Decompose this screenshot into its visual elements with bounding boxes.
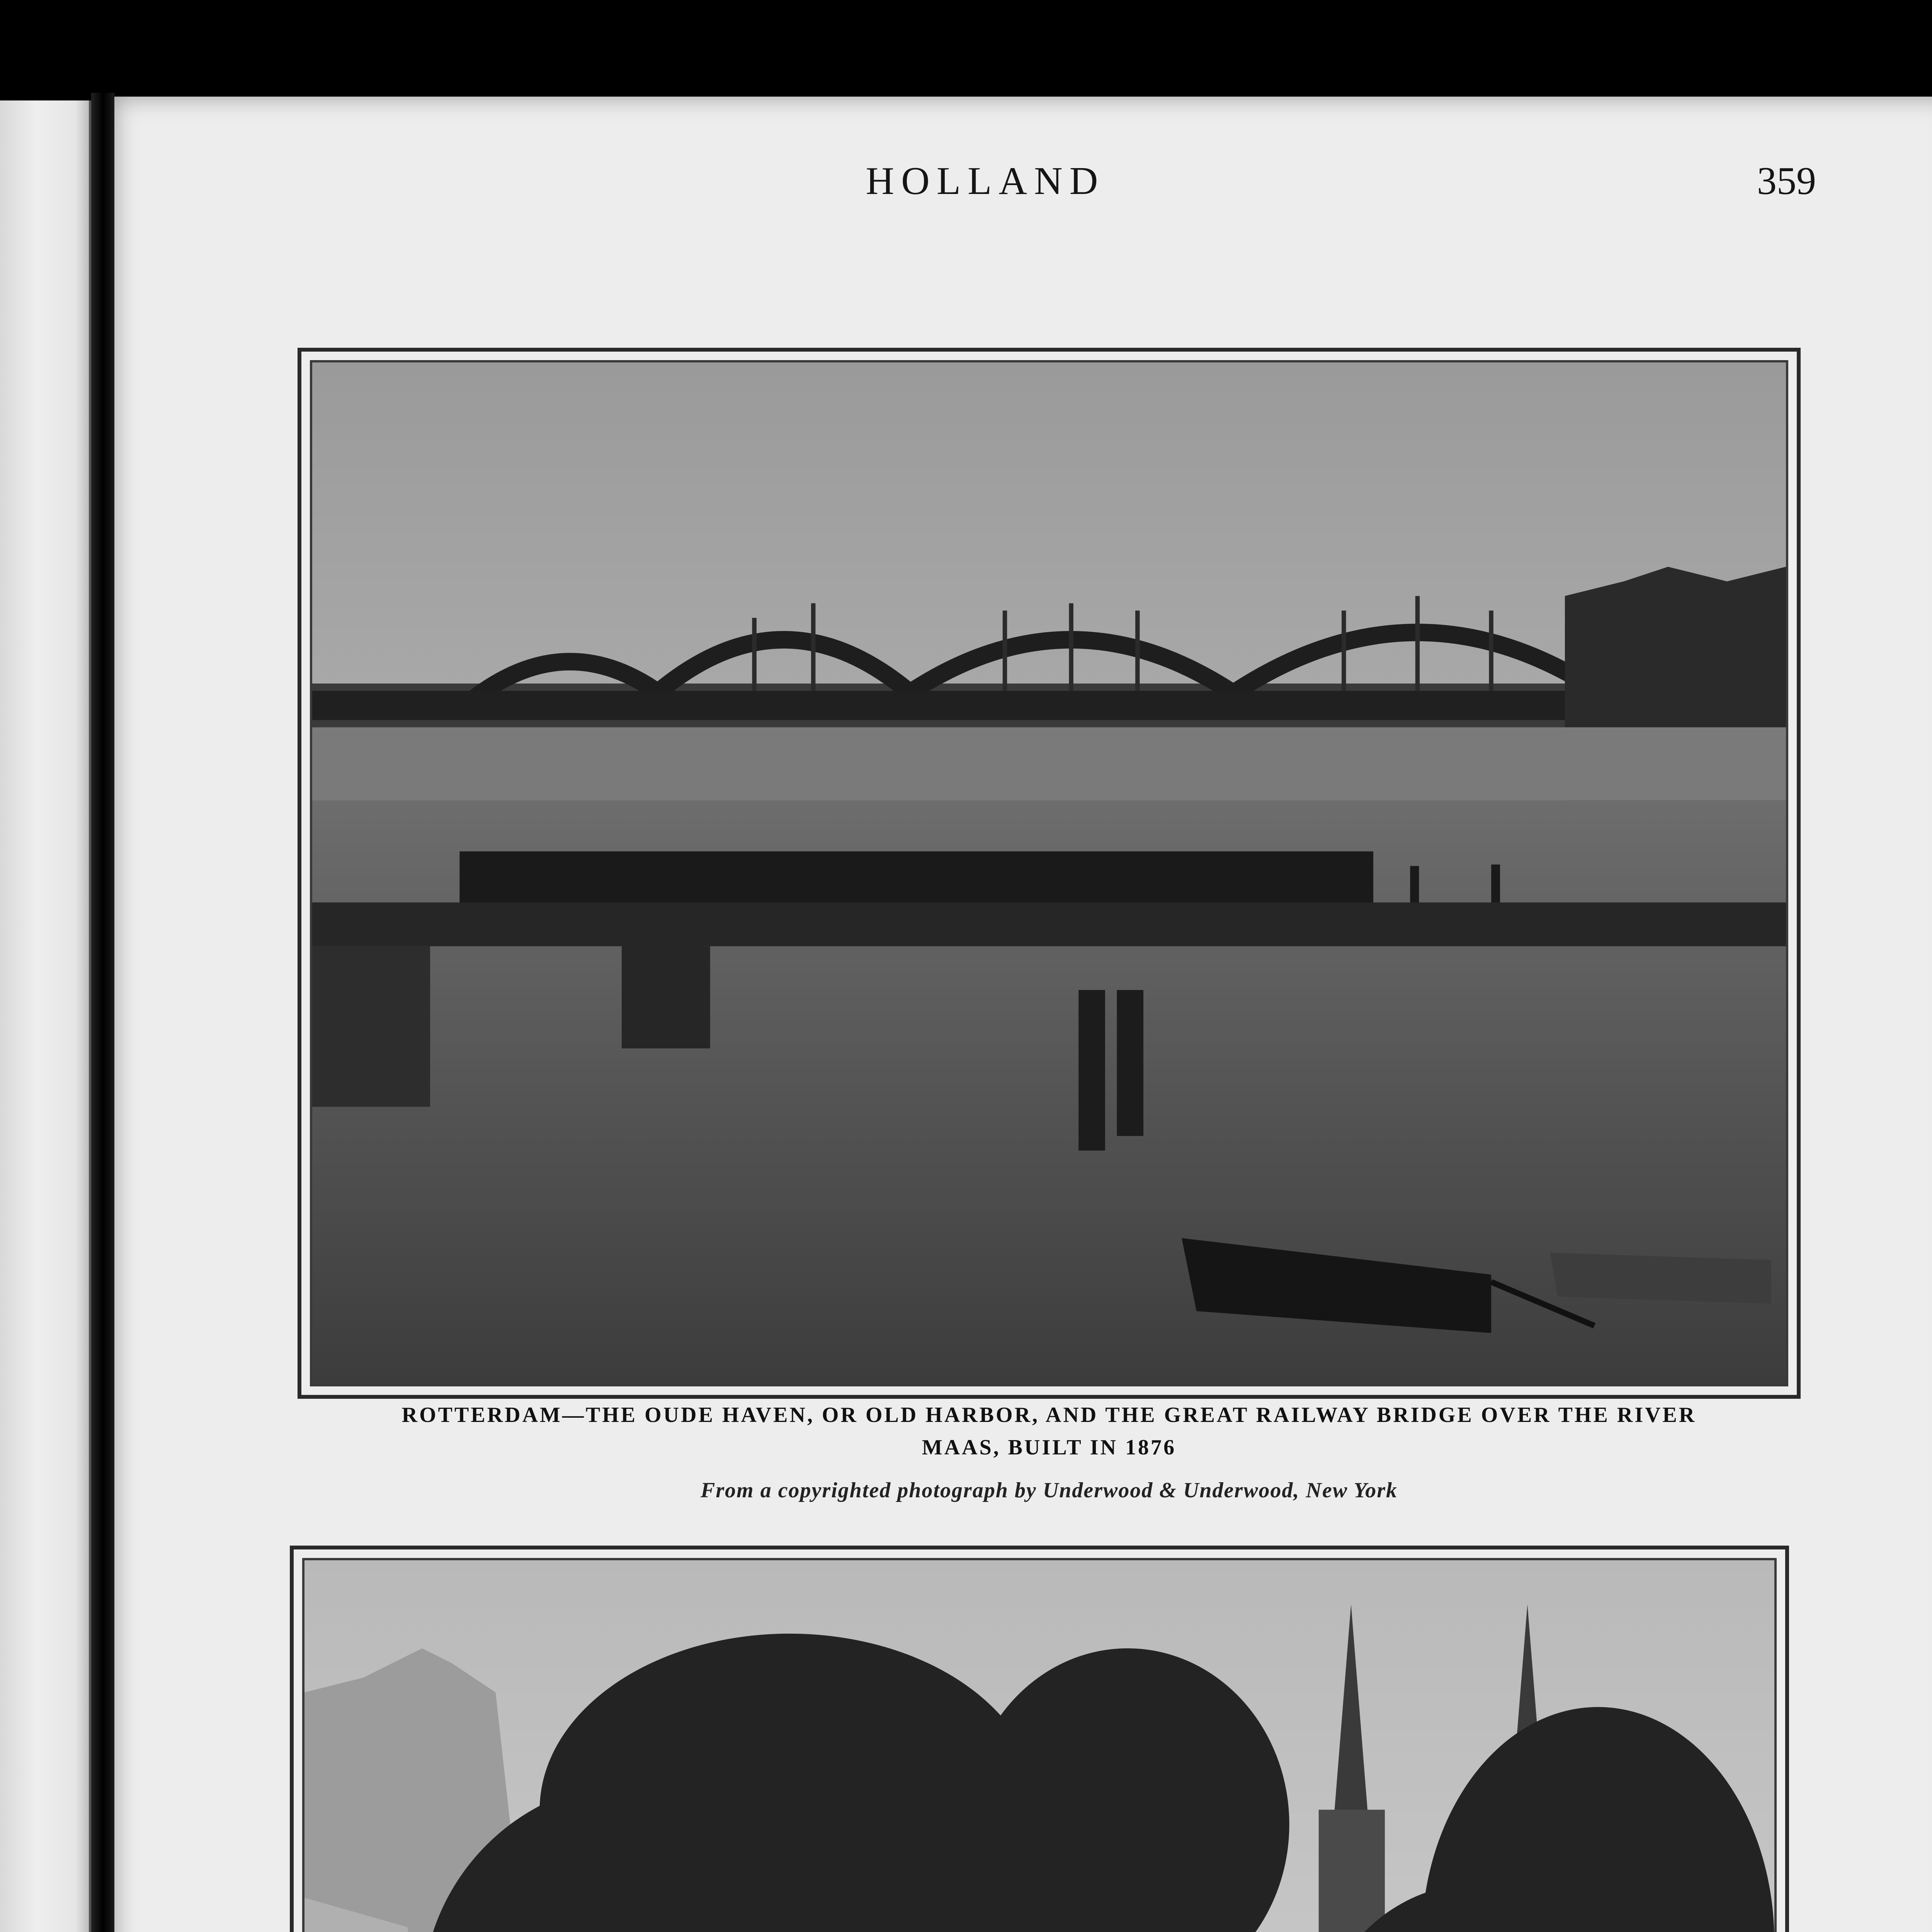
facing-page-edge <box>0 100 91 1932</box>
delft-photo-frame <box>290 1546 1789 1932</box>
rotterdam-harbor-illustration <box>312 362 1786 1384</box>
rotterdam-photo <box>310 360 1788 1386</box>
rotterdam-photo-credit: From a copyrighted photograph by Underwood & Underwood, New York <box>701 1478 1398 1502</box>
rotterdam-caption: ROTTERDAM—THE OUDE HAVEN, OR OLD HARBOR, AND THE GREAT RAILWAY BRIDGE OVER THE RIVER MAAS, BUILT IN 1876 <box>401 1403 1697 1459</box>
rotterdam-photo-frame <box>298 348 1801 1399</box>
book-gutter <box>91 93 114 1932</box>
delft-canal-illustration <box>304 1560 1774 1932</box>
delft-photo <box>302 1558 1777 1932</box>
running-head: HOLLAND <box>866 159 1105 203</box>
page-number: 359 <box>1757 159 1816 203</box>
